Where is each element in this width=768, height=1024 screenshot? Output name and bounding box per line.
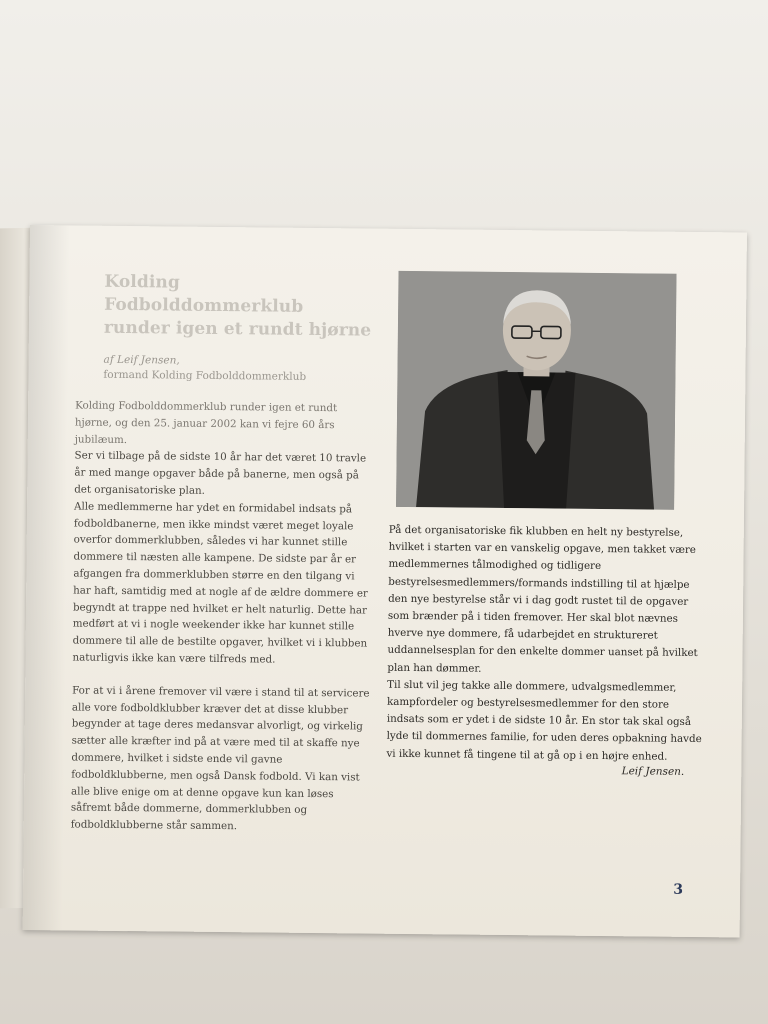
left-column xyxy=(71,397,376,836)
booklet-page xyxy=(23,225,747,937)
article-title xyxy=(104,271,405,343)
title-line-3: runder igen et rundt hjørne xyxy=(103,317,372,341)
title-line-2: Fodbolddommerklub xyxy=(104,294,304,317)
byline xyxy=(103,353,306,385)
author-portrait-photo xyxy=(396,271,676,510)
paragraph-5: På det organisatoriske fik klubben en helt ny bestyrelse, hvilket i starten var en vanskelig opgave, men takket være medlemmernes tålmodighed og tidligere bestyrelsesmedlemmers/formands indstilling til at hjælpe den nye bestyrelse står vi i dag godt rustet til de opgaver som brænder på i tiden fremover. Her skal blot nævnes hverve nye dommere, få udarbejdet en struktureret uddannelsesplan for den enkelte dommer uanset på hvilket plan han dømmer. xyxy=(387,523,698,675)
portrait-illustration xyxy=(396,271,676,510)
byline-role: formand Kolding Fodbolddommerklub xyxy=(103,368,307,383)
paragraph-3: Alle medlemmerne har ydet en formidabel indsats på fodboldbanerne, men ikke mindst været meget loyale overfor dommerklubben, således vi har kunnet stille dommere til næsten alle kampene. De sidste par år er afgangen fra dommerklubben større en den tilgang vi har haft, samtidig med at nogle af de ældre dommere er begyndt at trappe ned hvilket er helt naturlig. Dette har medført at vi i nogle weekender ikke har kunnet stille dommere til alle de bestilte opgaver, hvilket vi i klubben naturligvis ikke kan være tilfreds med. xyxy=(72,500,368,666)
intro-paragraph: Kolding Fodbolddommerklub runder igen et rundt hjørne, og den 25. januar 2002 kan vi fejre 60 års jubilæum. xyxy=(74,399,338,446)
paragraph-6: Til slut vil jeg takke alle dommere, udvalgsmedlemmer, kampfordeler og bestyrelsesmedlemmer for den store indsats som er ydet i de sidste 10 år. En stor tak skal også lyde til dommernes familie, for uden deres opbakning havde vi ikke kunnet få tingene til at gå op i en højre enhed. xyxy=(386,678,702,763)
right-column xyxy=(386,522,707,766)
paragraph-2: Ser vi tilbage på de sidste 10 år har det været 10 travle år med mange opgaver både på banerne, men også på det organisatoriske plan. xyxy=(74,449,367,497)
signature: Leif Jensen. xyxy=(621,765,685,778)
spine-shadow xyxy=(23,225,70,930)
paragraph-4: For at vi i årene fremover vil være i stand til at servicere alle vore fodboldklubber kræver det at disse klubber begynder at tage deres medansvar alvorligt, og virkelig sætter alle kræfter ind på at være med til at skaffe nye dommere, hvilket i sidste ende vil gavne fodboldklubberne, men også Dansk fodbold. Vi kan vist alle blive enige om at denne opgave kun kan løses såfremt både dommerne, dommerklubben og fodboldklubberne står sammen. xyxy=(70,684,370,833)
byline-author: af Leif Jensen, xyxy=(103,353,180,367)
title-line-1: Kolding xyxy=(104,271,181,293)
page-number: 3 xyxy=(673,881,684,898)
